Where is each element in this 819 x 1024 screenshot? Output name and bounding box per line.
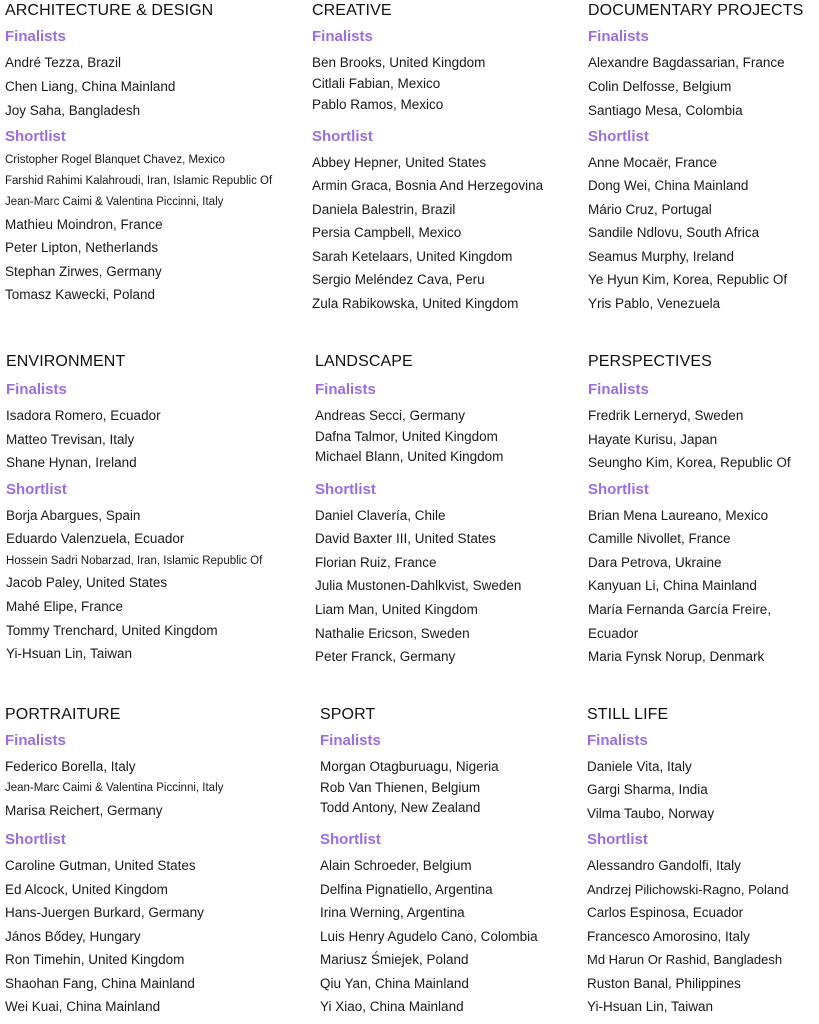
shortlist-item: Seamus Murphy, Ireland: [588, 249, 735, 264]
shortlist-item: Hans-Juergen Burkard, Germany: [5, 905, 204, 920]
finalist-item: Jean-Marc Caimi & Valentina Piccinni, Italy: [5, 782, 224, 794]
finalist-item: Rob Van Thienen, Belgium: [320, 780, 481, 795]
shortlist-item: Peter Franck, Germany: [315, 649, 456, 664]
shortlist-item: Dara Petrova, Ukraine: [588, 555, 722, 570]
shortlist-item: Mahé Elipe, France: [6, 599, 124, 614]
finalist-item: Vilma Taubo, Norway: [587, 806, 715, 821]
shortlist-item: Brian Mena Laureano, Mexico: [588, 508, 769, 523]
shortlist-item: Wei Kuai, China Mainland: [5, 999, 161, 1014]
shortlist-item: Irina Werning, Argentina: [320, 905, 465, 920]
shortlist-heading: Shortlist: [588, 481, 649, 498]
finalist-item: Daniele Vita, Italy: [587, 759, 692, 774]
shortlist-item: Julia Mustonen-Dahlkvist, Sweden: [315, 578, 522, 593]
shortlist-item: Carlos Espinosa, Ecuador: [587, 905, 744, 920]
shortlist-item: Peter Lipton, Netherlands: [5, 240, 159, 255]
finalists-heading: Finalists: [5, 28, 66, 45]
shortlist-item: Armin Graca, Bosnia And Herzegovina: [312, 178, 544, 193]
finalist-item: Todd Antony, New Zealand: [320, 800, 481, 815]
shortlist-item: Ron Timehin, United Kingdom: [5, 952, 185, 967]
shortlist-item: Ruston Banal, Philippines: [587, 976, 741, 991]
shortlist-item: Eduardo Valenzuela, Ecuador: [6, 531, 185, 546]
shortlist-item: Sarah Ketelaars, United Kingdom: [312, 249, 513, 264]
shortlist-heading: Shortlist: [5, 831, 66, 848]
finalist-item: Fredrik Lerneryd, Sweden: [588, 408, 744, 423]
finalist-item: Seungho Kim, Korea, Republic Of: [588, 455, 791, 470]
shortlist-item: Liam Man, United Kingdom: [315, 602, 478, 617]
finalists-heading: Finalists: [320, 732, 381, 749]
category-title: ARCHITECTURE & DESIGN: [5, 2, 214, 19]
finalist-item: Shane Hynan, Ireland: [6, 455, 137, 470]
finalists-heading: Finalists: [587, 732, 648, 749]
shortlist-item: János Bődey, Hungary: [5, 929, 141, 944]
finalists-heading: Finalists: [312, 28, 373, 45]
shortlist-item: Jean-Marc Caimi & Valentina Piccinni, Italy: [5, 196, 224, 208]
shortlist-item: Andrzej Pilichowski-Ragno, Poland: [587, 882, 789, 897]
shortlist-item: Francesco Amorosino, Italy: [587, 929, 750, 944]
shortlist-item: Mariusz Śmiejek, Poland: [320, 952, 469, 967]
shortlist-item: Tomasz Kawecki, Poland: [5, 287, 156, 302]
finalist-item: Santiago Mesa, Colombia: [588, 103, 743, 118]
shortlist-item: Sandile Ndlovu, South Africa: [588, 225, 760, 240]
shortlist-item: Yi-Hsuan Lin, Taiwan: [6, 646, 133, 661]
shortlist-heading: Shortlist: [320, 831, 381, 848]
shortlist-item: Delfina Pignatiello, Argentina: [320, 882, 493, 897]
shortlist-item: Dong Wei, China Mainland: [588, 178, 749, 193]
shortlist-item: Kanyuan Li, China Mainland: [588, 578, 757, 593]
shortlist-item: Ye Hyun Kim, Korea, Republic Of: [588, 272, 788, 287]
finalist-item: Dafna Talmor, United Kingdom: [315, 429, 498, 444]
category-title: STILL LIFE: [587, 706, 669, 723]
shortlist-item: Stephan Zirwes, Germany: [5, 264, 162, 279]
shortlist-item: Abbey Hepner, United States: [312, 155, 487, 170]
shortlist-item: Ecuador: [588, 626, 639, 641]
shortlist-item: Yi Xiao, China Mainland: [320, 999, 464, 1014]
shortlist-item: Yris Pablo, Venezuela: [588, 296, 721, 311]
finalists-heading: Finalists: [315, 381, 376, 398]
finalist-item: Ben Brooks, United Kingdom: [312, 55, 486, 70]
shortlist-heading: Shortlist: [6, 481, 67, 498]
shortlist-item: Luis Henry Agudelo Cano, Colombia: [320, 929, 538, 944]
finalist-item: Gargi Sharma, India: [587, 782, 708, 797]
shortlist-item: Qiu Yan, China Mainland: [320, 976, 469, 991]
finalists-heading: Finalists: [588, 381, 649, 398]
shortlist-item: Mathieu Moindron, France: [5, 217, 163, 232]
shortlist-item: Persia Campbell, Mexico: [312, 225, 462, 240]
finalist-item: Marisa Reichert, Germany: [5, 803, 163, 818]
shortlist-item: Hossein Sadri Nobarzad, Iran, Islamic Republic Of: [6, 555, 263, 567]
finalist-item: Colin Delfosse, Belgium: [588, 79, 732, 94]
finalist-item: Matteo Trevisan, Italy: [6, 432, 135, 447]
shortlist-item: Farshid Rahimi Kalahroudi, Iran, Islamic Republic Of: [5, 175, 273, 187]
shortlist-item: Camille Nivollet, France: [588, 531, 731, 546]
shortlist-item: Md Harun Or Rashid, Bangladesh: [587, 952, 783, 967]
finalist-item: Isadora Romero, Ecuador: [6, 408, 161, 423]
finalist-item: André Tezza, Brazil: [5, 55, 122, 70]
shortlist-item: Jacob Paley, United States: [6, 575, 168, 590]
category-title: PORTRAITURE: [5, 706, 121, 723]
shortlist-item: Maria Fynsk Norup, Denmark: [588, 649, 765, 664]
category-title: ENVIRONMENT: [6, 353, 126, 370]
shortlist-heading: Shortlist: [588, 128, 649, 145]
finalist-item: Andreas Secci, Germany: [315, 408, 466, 423]
shortlist-item: Alessandro Gandolfi, Italy: [587, 858, 741, 873]
finalists-heading: Finalists: [5, 732, 66, 749]
shortlist-item: Daniel Clavería, Chile: [315, 508, 446, 523]
category-title: CREATIVE: [312, 2, 392, 19]
shortlist-item: Alain Schroeder, Belgium: [320, 858, 472, 873]
category-title: PERSPECTIVES: [588, 353, 712, 370]
category-title: SPORT: [320, 706, 376, 723]
shortlist-item: Nathalie Ericson, Sweden: [315, 626, 470, 641]
category-title: LANDSCAPE: [315, 353, 413, 370]
shortlist-item: Cristopher Rogel Blanquet Chavez, Mexico: [5, 154, 225, 166]
finalist-item: Joy Saha, Bangladesh: [5, 103, 141, 118]
shortlist-item: Caroline Gutman, United States: [5, 858, 196, 873]
finalist-item: Chen Liang, China Mainland: [5, 79, 176, 94]
shortlist-item: Daniela Balestrin, Brazil: [312, 202, 456, 217]
shortlist-heading: Shortlist: [5, 128, 66, 145]
shortlist-item: Yi-Hsuan Lin, Taiwan: [587, 999, 714, 1014]
finalist-item: Alexandre Bagdassarian, France: [588, 55, 785, 70]
shortlist-item: Sergio Meléndez Cava, Peru: [312, 272, 485, 287]
shortlist-item: Zula Rabikowska, United Kingdom: [312, 296, 519, 311]
finalists-heading: Finalists: [588, 28, 649, 45]
shortlist-item: Mário Cruz, Portugal: [588, 202, 712, 217]
shortlist-heading: Shortlist: [312, 128, 373, 145]
finalist-item: Hayate Kurisu, Japan: [588, 432, 718, 447]
shortlist-item: Florian Ruiz, France: [315, 555, 437, 570]
shortlist-item: María Fernanda García Freire,: [588, 602, 772, 617]
category-title: DOCUMENTARY PROJECTS: [588, 2, 804, 19]
shortlist-heading: Shortlist: [587, 831, 648, 848]
shortlist-item: Ed Alcock, United Kingdom: [5, 882, 168, 897]
finalist-item: Citlali Fabian, Mexico: [312, 76, 441, 91]
shortlist-item: Tommy Trenchard, United Kingdom: [6, 623, 218, 638]
finalist-item: Morgan Otagburuagu, Nigeria: [320, 759, 499, 774]
finalist-item: Federico Borella, Italy: [5, 759, 136, 774]
finalist-item: Pablo Ramos, Mexico: [312, 97, 444, 112]
shortlist-item: Anne Mocaër, France: [588, 155, 718, 170]
shortlist-item: Borja Abargues, Spain: [6, 508, 141, 523]
finalist-item: Michael Blann, United Kingdom: [315, 449, 504, 464]
shortlist-heading: Shortlist: [315, 481, 376, 498]
shortlist-item: David Baxter III, United States: [315, 531, 496, 546]
finalists-heading: Finalists: [6, 381, 67, 398]
shortlist-item: Shaohan Fang, China Mainland: [5, 976, 195, 991]
